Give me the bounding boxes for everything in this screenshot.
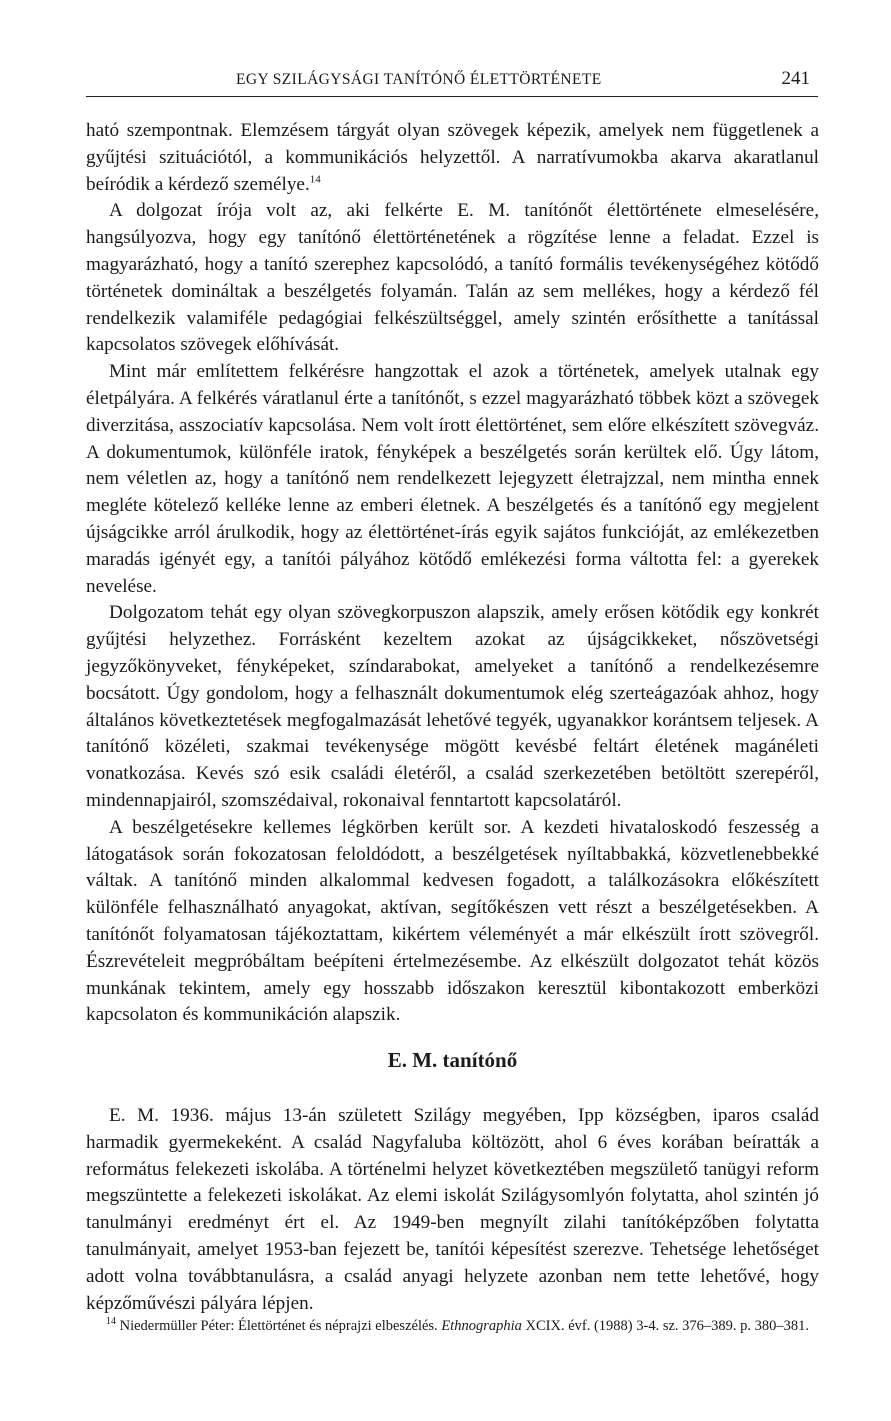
footnote-journal: Ethnographia xyxy=(441,1318,522,1334)
footnote-reference[interactable]: 14 xyxy=(309,173,321,186)
paragraph-3: Mint már említettem felkérésre hangzottak el azok a történetek, amelyek utalnak egy életpályára. A felkérés váratlanul érte a tanítónőt, s ezzel magyarázható többek közt a szövegek diverzitása, asszociatív kapcsolása. Nem volt írott élettörténet, sem előre elkészített szövegváz. A dokumentumok, különféle iratok, fényképek a beszélgetés során kerültek elő. Úgy látom, nem véletlen az, hogy a tanítónő nem rendelkezett lejegyzett életrajzzal, nem mintha ennek megléte kötelező kelléke lenne az emberi életnek. A beszélgetés és a tanítónő egy megjelent újságcikke arról árulkodik, hogy az élettörténet-írás egyik sajátos funkcióját, az emlékezetben maradás igényét egy, a tanítói pályához kötődő emlékezési forma váltotta fel: a gyerekek nevelése. xyxy=(86,361,819,597)
footnote-text-after: XCIX. évf. (1988) 3-4. sz. 376–389. p. 380–381. xyxy=(525,1318,810,1334)
footnote-number: 14 xyxy=(106,1316,116,1328)
paragraph-5: A beszélgetésekre kellemes légkörben került sor. A kezdeti hivataloskodó feszesség a látogatások során fokozatosan feloldódott, a beszélgetések nyíltabbakká, közvetlenebbekké váltak. A tanítónő minden alkalommal kedvesen fogadott, a találkozásokra előkészített különféle felhasználható anyagokat, aktívan, segítőkészen vett részt a beszélgetésekben. A tanítónőt folyamatosan tájékoztattam, kikértem véleményét a már elkészült írott szövegről. Észrevételeit megpróbáltam beépíteni értelmezésembe. Az elkészült dolgozatot tehát közös munkának tekintem, amely egy hosszabb időszakon keresztül kibontakozott emberközi kapcsolaton és kommunikáción alapszik. xyxy=(86,816,819,1026)
footnote-text-before: Niedermüller Péter: Élettörténet és néprajzi elbeszélés. xyxy=(119,1318,438,1334)
page-number: 241 xyxy=(781,68,810,89)
paragraph-4: Dolgozatom tehát egy olyan szövegkorpuszon alapszik, amely erősen kötődik egy konkrét gyűjtési helyzethez. Forrásként kezeltem azokat az újságcikkeket, nőszövetségi jegyzőkönyveket, fényképeket, színdarabokat, amelyeket a tanítónő a rendelkezésemre bocsátott. Úgy gondolom, hogy a felhasznált dokumentumok elég szerteágazóak ahhoz, hogy általános következtetések megfogalmazását lehetővé tegyék, ugyanakkor korántsem teljesek. A tanítónő közéleti, szakmai tevékenysége mögött kevésbé feltárt életének magánéleti vonatkozása. Kevés szó esik családi életéről, a család szerkezetében betöltött szerepéről, mindennapjairól, szomszédaival, rokonaival fenntartott kapcsolatáról. xyxy=(86,602,819,811)
paragraph-1-text: ható szempontnak. Elemzésem tárgyát olyan szövegek képezik, amelyek nem függetlenek a gyűjtési szituációtól, a kommunikációs helyzettől. A narratívumokba akarva akaratlanul beíródik a kérdező személye. xyxy=(86,120,819,195)
paragraph-1 xyxy=(86,118,819,198)
running-title: EGY SZILÁGYSÁGI TANÍTÓNŐ ÉLETTÖRTÉNETE xyxy=(236,71,602,88)
section-text xyxy=(86,1103,819,1317)
section-heading: E. M. tanítónő xyxy=(387,1048,518,1072)
running-header xyxy=(86,64,818,97)
paragraph-2: A dolgozat írója volt az, aki felkérte E. M. tanítónőt élettörténete elmeselésére, hangsúlyozva, hogy egy tanítónő élettörténetének a rögzítése lenne a feladat. Ezzel is magyarázható, hogy a tanító szerephez kapcsolódó, a tanító formális tevékenységéhez kötődő történetek domináltak a beszélgetés folyamán. Talán az sem mellékes, hogy a kérdező fél rendelkezik valamiféle pedagógiai felkészültséggel, amely szintén erősíthette a tanítással kapcsolatos szövegek előhívását. xyxy=(86,200,819,356)
main-text xyxy=(86,118,819,1029)
footnote xyxy=(86,1316,819,1336)
section-paragraph-1: E. M. 1936. május 13-án született Szilágy megyében, Ipp községben, iparos család harmadik gyermekeként. A család Nagyfaluba költözött, ahol 6 éves korában beíratták a református felekezeti iskolába. A történelmi helyzet következtében megszülető tanügyi reform megszüntette a felekezeti iskolákat. Az elemi iskolát Szilágysomlyón folytatta, ahol szintén jó tanulmányi eredményt ért el. Az 1949-ben megnyílt zilahi tanítóképzőben folytatta tanulmányait, amelyet 1953-ban fejezett be, tanítói képesítést szerezve. Tehetsége lehetőséget adott volna továbbtanulásra, a család anyagi helyzete azonban nem tette lehetővé, hogy képzőművészi pályára lépjen. xyxy=(86,1105,819,1314)
